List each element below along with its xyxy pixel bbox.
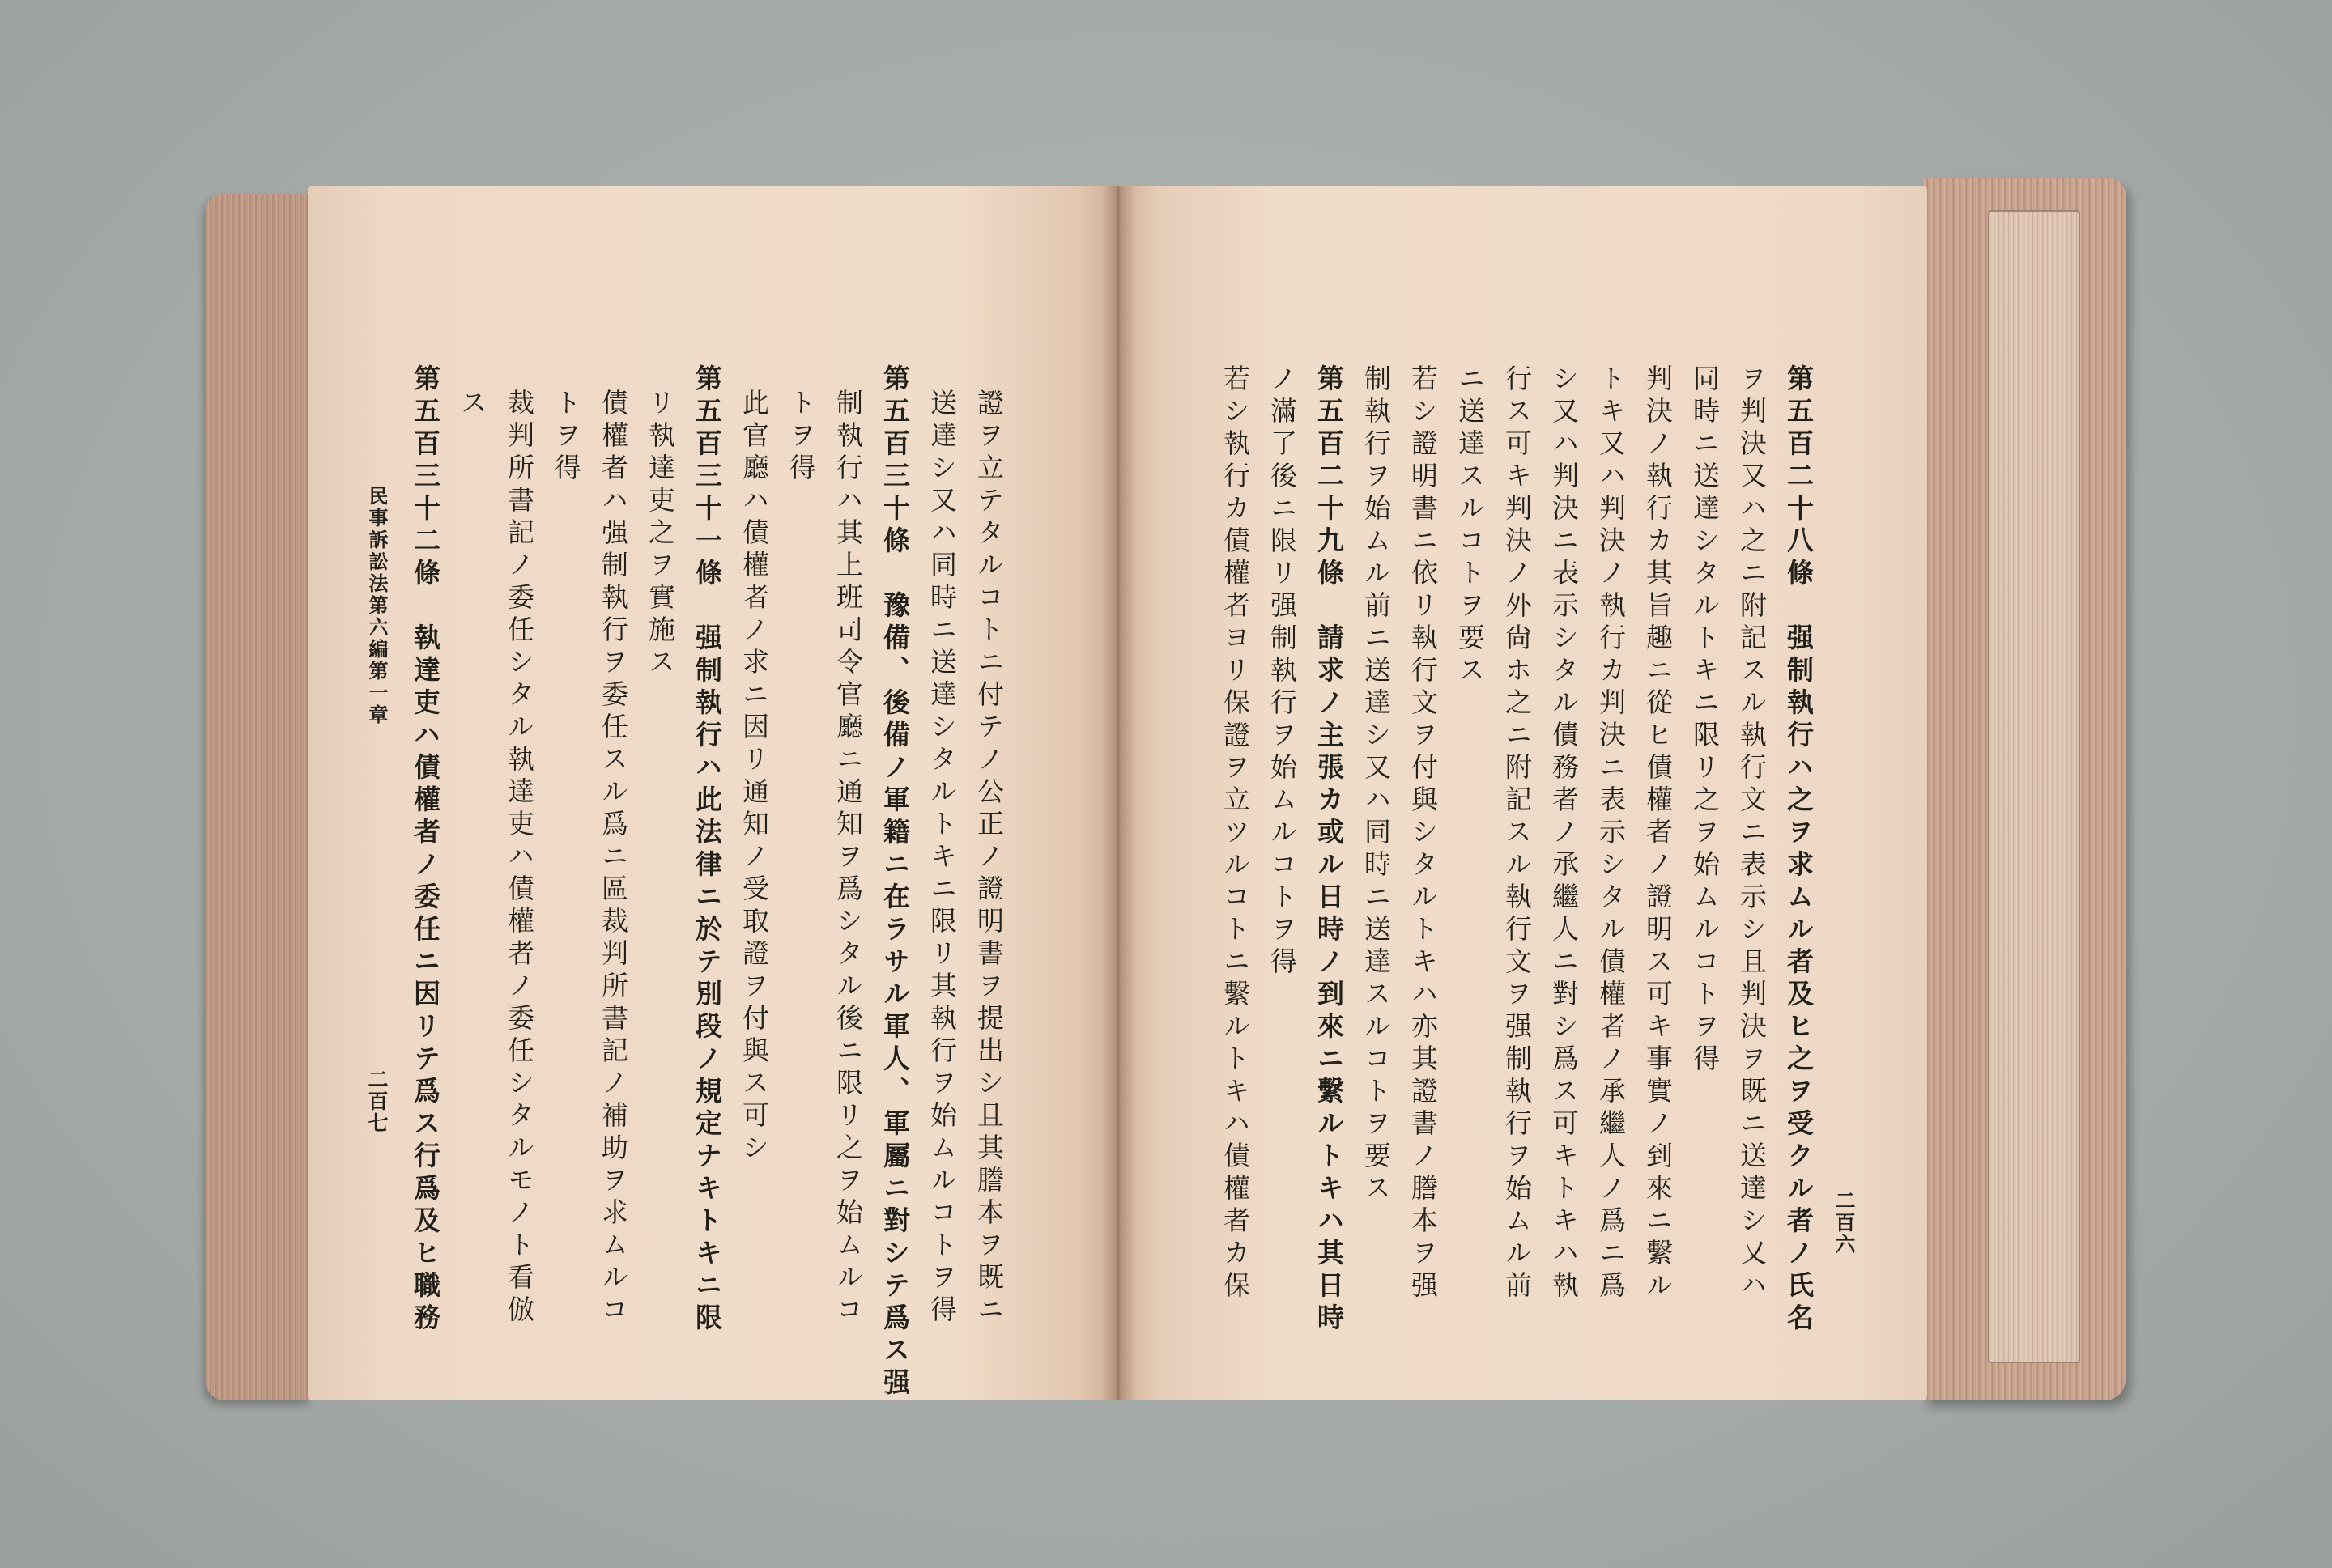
right-page-number: 二百六 bbox=[1832, 1190, 1856, 1256]
left-page-number: 二百七 bbox=[365, 1069, 389, 1134]
right-column-6: シ又ハ判決ニ表示シタル債務者ノ承繼人ニ對シ爲ス可キトキハ執 bbox=[1548, 364, 1580, 1303]
right-page-stack-inner bbox=[1988, 210, 2080, 1363]
left-column-10: トヲ得 bbox=[551, 389, 582, 486]
left-column-1: 證ヲ立テタルコトニ付テノ公正ノ證明書ヲ提出シ且其謄本ヲ既ニ bbox=[973, 389, 1005, 1328]
left-column-5: トヲ得 bbox=[785, 389, 817, 486]
right-column-3: 同時ニ送達シタルトキニ限リ之ヲ始ムルコトヲ得 bbox=[1689, 364, 1721, 1077]
left-column-3: 第五百三十條 豫備、後備ノ軍籍ニ在ラサル軍人、軍屬ニ對シテ爲ス强 bbox=[879, 364, 911, 1400]
left-column-11: 裁判所書記ノ委任シタル執達吏ハ債權者ノ委任シタルモノト看倣 bbox=[504, 389, 535, 1328]
running-title: 民事訴訟法第六編第一章 bbox=[365, 486, 389, 726]
left-page-stack bbox=[206, 194, 312, 1400]
left-column-4: 制執行ハ其上班司令官廳ニ通知ヲ爲シタル後ニ限リ之ヲ始ムルコ bbox=[832, 389, 864, 1328]
right-column-10: 制執行ヲ始ムル前ニ送達シ又ハ同時ニ送達スルコトヲ要ス bbox=[1360, 364, 1392, 1206]
right-column-2: ヲ判決又ハ之ニ附記スル執行文ニ表示シ且判決ヲ既ニ送達シ又ハ bbox=[1736, 364, 1768, 1303]
open-book bbox=[206, 162, 2126, 1425]
right-column-13: 若シ執行カ債權者ヨリ保證ヲ立ツルコトニ繫ルトキハ債權者カ保 bbox=[1219, 364, 1251, 1303]
right-column-5: トキ又ハ判決ノ執行カ判決ニ表示シタル債權者ノ承繼人ノ爲ニ爲 bbox=[1595, 364, 1627, 1303]
left-column-9: 債權者ハ强制執行ヲ委任スル爲ニ區裁判所書記ノ補助ヲ求ムルコ bbox=[598, 389, 629, 1328]
left-column-12: ス bbox=[457, 389, 488, 421]
left-column-8: リ執達吏之ヲ實施ス bbox=[645, 389, 676, 680]
book-gutter bbox=[1101, 186, 1135, 1400]
right-column-1: 第五百二十八條 强制執行ハ之ヲ求ムル者及ヒ之ヲ受クル者ノ氏名 bbox=[1783, 364, 1815, 1336]
right-column-9: 若シ證明書ニ依リ執行文ヲ付與シタルトキハ亦其證書ノ謄本ヲ强 bbox=[1407, 364, 1439, 1303]
right-column-8: ニ送達スルコトヲ要ス bbox=[1454, 364, 1486, 688]
left-column-6: 此官廳ハ債權者ノ求ニ因リ通知ノ受取證ヲ付與ス可シ bbox=[738, 389, 770, 1166]
right-column-11: 第五百二十九條 請求ノ主張カ或ル日時ノ到來ニ繫ルトキハ其日時 bbox=[1313, 364, 1345, 1336]
left-column-13: 第五百三十二條 執達吏ハ債權者ノ委任ニ因リテ爲ス行爲及ヒ職務 bbox=[410, 364, 441, 1336]
right-column-7: 行ス可キ判決ノ外尙ホ之ニ附記スル執行文ヲ强制執行ヲ始ムル前 bbox=[1501, 364, 1533, 1303]
left-column-2: 送達シ又ハ同時ニ送達シタルトキニ限リ其執行ヲ始ムルコトヲ得 bbox=[926, 389, 958, 1328]
left-column-7: 第五百三十一條 强制執行ハ此法律ニ於テ別段ノ規定ナキトキニ限 bbox=[692, 364, 723, 1336]
right-column-4: 判決ノ執行カ其旨趣ニ從ヒ債權者ノ證明ス可キ事實ノ到來ニ繫ル bbox=[1642, 364, 1674, 1303]
right-column-12: ノ滿了後ニ限リ强制執行ヲ始ムルコトヲ得 bbox=[1266, 364, 1298, 979]
